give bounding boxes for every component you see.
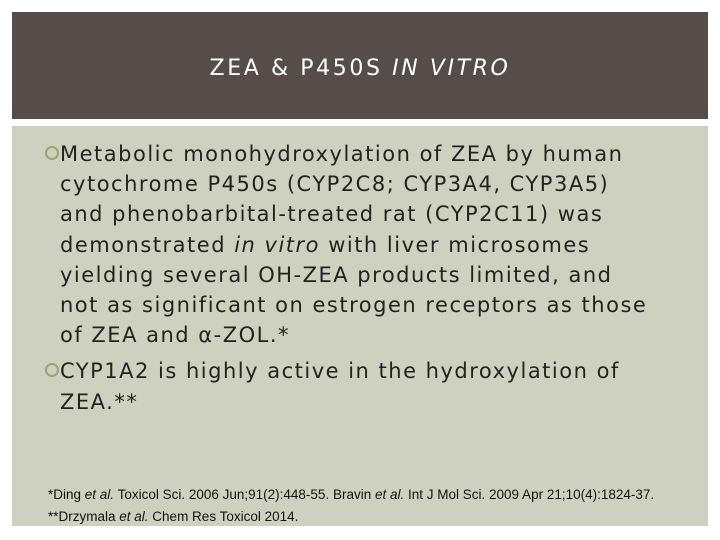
bullet-text-continued: with liver microsomes yielding several OH-ZEA products limited, and not as significant on estrogen receptors as those of ZEA and α-ZOL.* bbox=[60, 232, 648, 348]
footnote-italic: et al. bbox=[374, 487, 405, 502]
bullet-text: Metabolic monohydroxylation of ZEA by human cytochrome P450s (CYP2C8; CYP3A4, CYP3A5) and phenobarbital-treated rat (CYP2C11) was demonstrated bbox=[60, 142, 624, 257]
bullet-italic-text: in vitro bbox=[234, 232, 321, 257]
title-italic: IN VITRO bbox=[392, 56, 511, 81]
bullet-item bbox=[48, 139, 658, 350]
footnote-italic: et al. bbox=[119, 509, 149, 524]
footnote-text: Chem Res Toxicol 2014. bbox=[148, 509, 299, 524]
bullet-list bbox=[48, 139, 658, 423]
circle-bullet-icon bbox=[45, 363, 59, 377]
circle-bullet-icon bbox=[45, 146, 59, 160]
footnote-text: *Ding bbox=[48, 487, 85, 502]
title-main: ZEA & P450S bbox=[209, 56, 393, 81]
footnote-text: Toxicol Sci. 2006 Jun;91(2):448-55. Bravin bbox=[114, 487, 375, 502]
bullet-text: CYP1A2 is highly active in the hydroxylation of ZEA.** bbox=[60, 359, 620, 414]
footnote-text: Int J Mol Sci. 2009 Apr 21;10(4):1824-37. **Drzymala bbox=[48, 487, 655, 524]
slide-title bbox=[0, 56, 720, 81]
footnote-italic: et al. bbox=[84, 487, 115, 502]
footnote bbox=[48, 484, 678, 528]
bullet-item bbox=[48, 356, 658, 416]
